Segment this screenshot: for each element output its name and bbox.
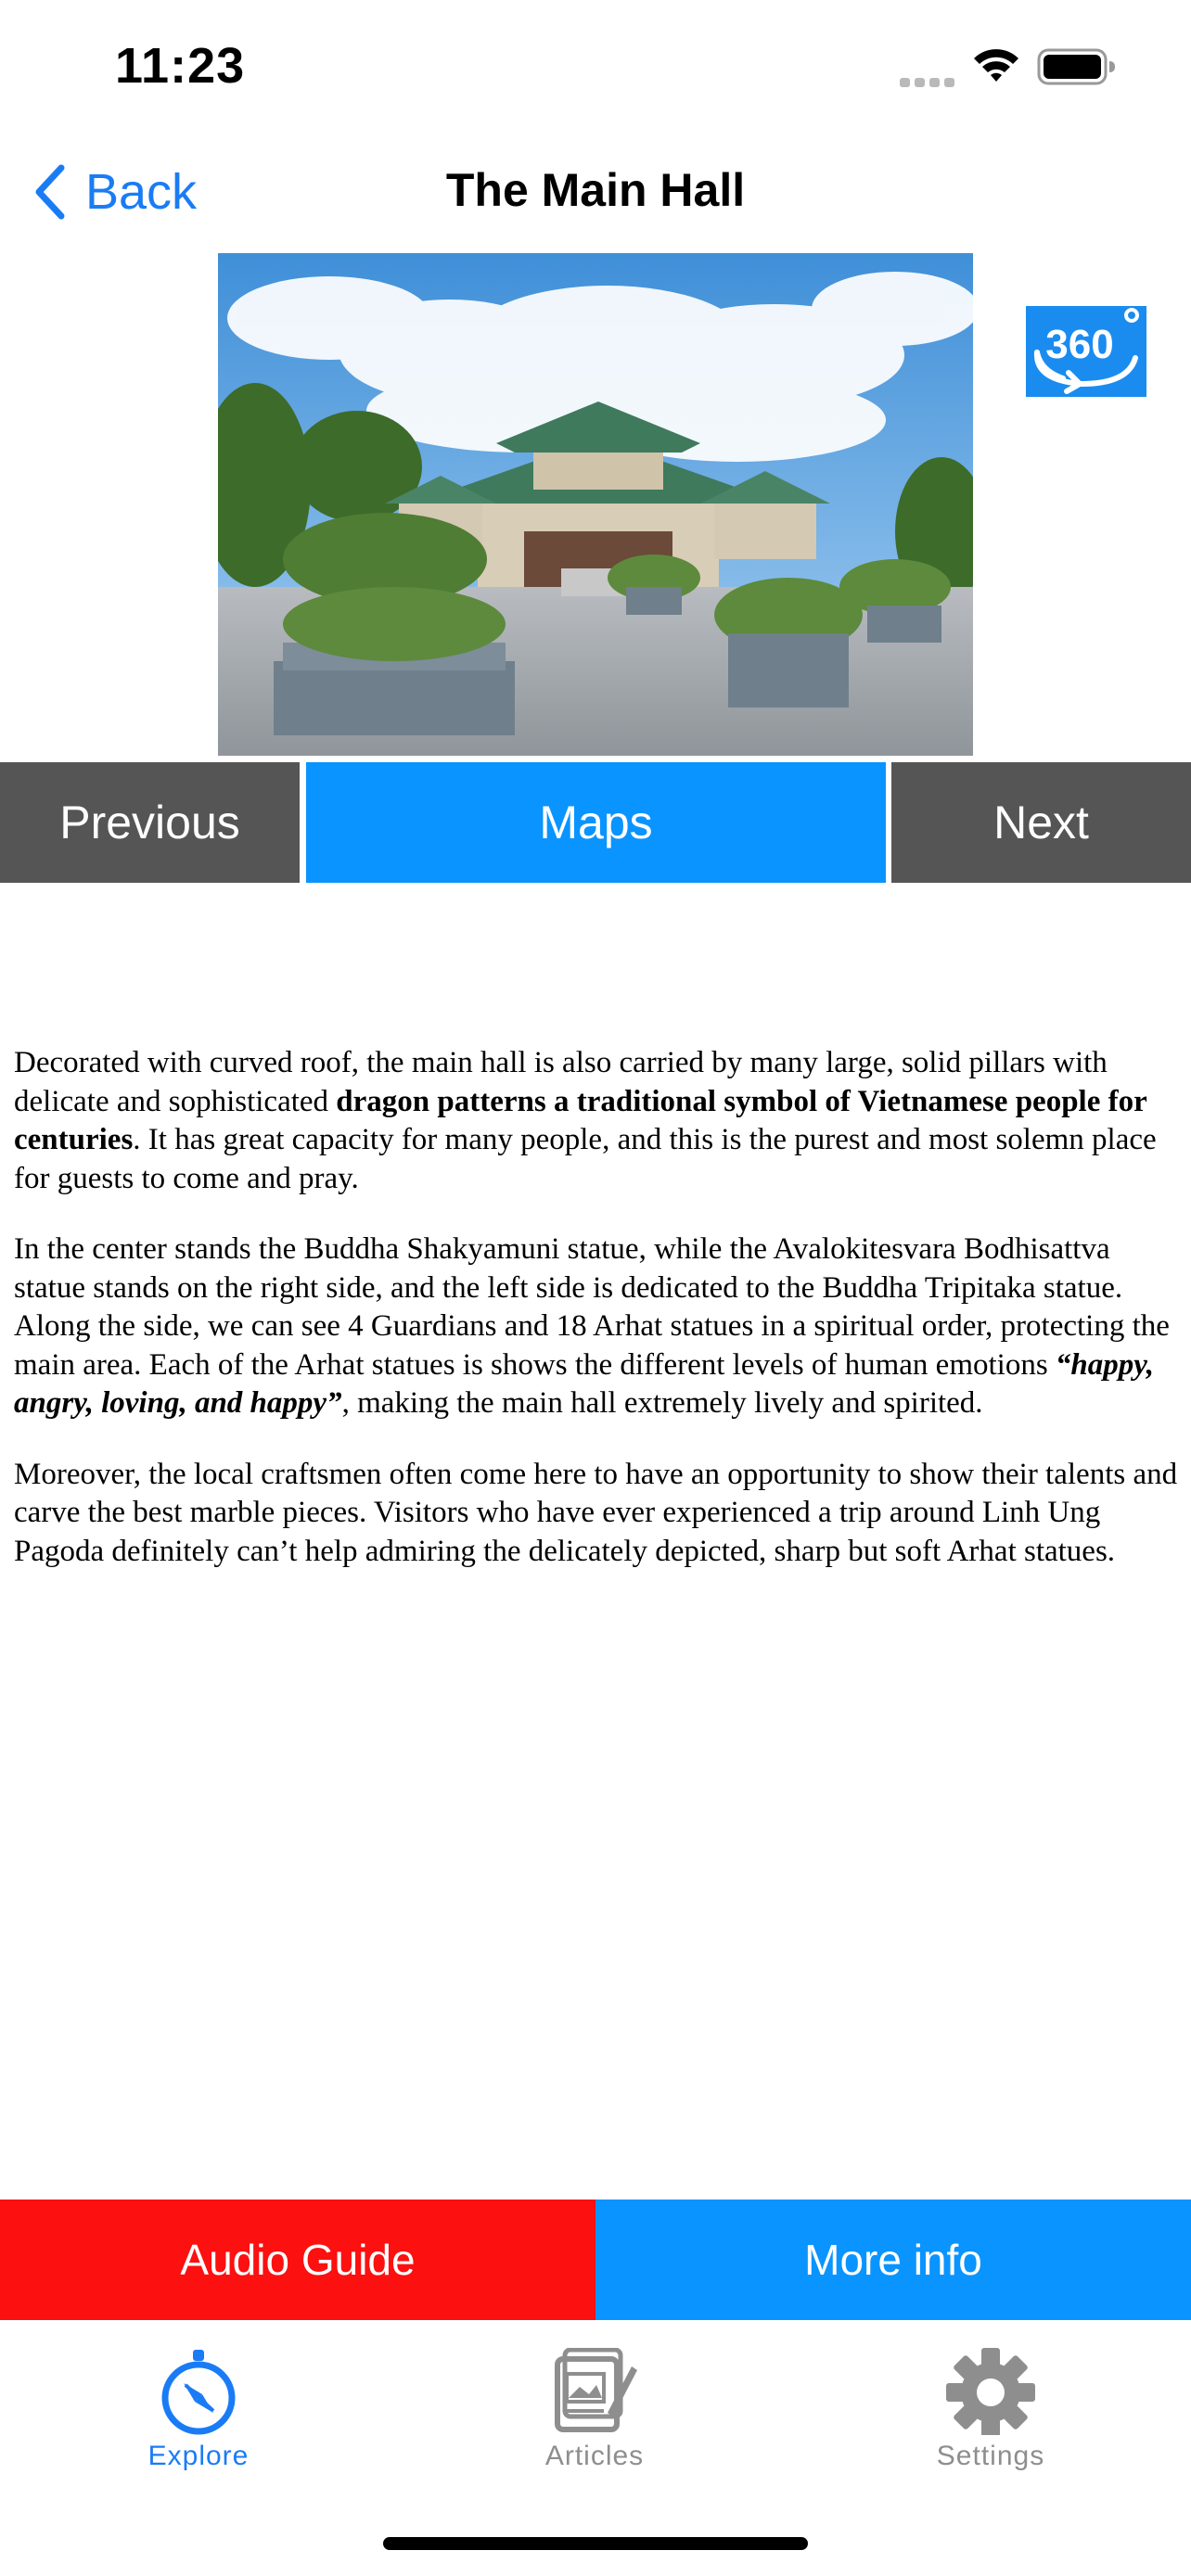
tab-explore[interactable] [78,2348,319,2472]
tab-settings-label: Settings [936,2441,1045,2471]
vr-360-label: 360 [1045,322,1114,367]
next-button[interactable]: Next [891,762,1191,883]
article-emphasis: dragon patterns a traditional symbol of Vietnamese people for centuries [14,1084,1147,1156]
battery-icon [1037,48,1117,85]
hero-image [218,253,973,756]
page-title: The Main Hall [445,164,746,216]
tab-explore-label: Explore [147,2441,250,2471]
cellular-signal-icon [900,74,957,87]
tab-articles-label: Articles [544,2441,645,2471]
more-info-button[interactable]: More info [596,2200,1191,2320]
status-time: 11:23 [115,38,246,94]
articles-icon [550,2348,639,2435]
gear-icon [944,2348,1037,2435]
view-360-button[interactable] [1026,306,1146,397]
back-label: Back [85,164,198,220]
vr-360-icon [1026,306,1146,397]
article-body [14,1044,1179,1603]
article-text: Decorated with curved roof, the main hall is also carried by many large, solid pillars with delicate and sophisticated [14,1046,1108,1118]
compass-icon [160,2348,237,2435]
wifi-icon [972,46,1020,83]
article-paragraph-2 [14,1231,1179,1423]
home-indicator [383,2537,808,2550]
tab-settings[interactable] [870,2348,1111,2472]
tab-articles[interactable] [474,2348,715,2472]
article-text: . It has great capacity for many people, and this is the purest and most solemn place for guests to come and pray. [14,1123,1157,1195]
article-paragraph-3: Moreover, the local craftsmen often come here to have an opportunity to show their talents and carve the best marble pieces. Visitors who have ever experienced a trip around Linh Ung Pagoda definitely can’t help admiring the delicately depicted, sharp but soft Arhat statues. [14,1457,1178,1568]
audio-guide-button[interactable]: Audio Guide [0,2200,596,2320]
article-text: In the center stands the Buddha Shakyamuni statue, while the Avalokitesvara Bodhisattva statue stands on the right side, and the left side is dedicated to the Buddha Tripitaka statue. Along the side, we can see 4 Guardians and 18 Arhat statues in a spiritual order, protecting the main area. Each of the Arhat statues is shows the different levels of human emotions [14,1232,1170,1382]
article-quote: “happy, angry, loving, and happy” [14,1347,1154,1420]
previous-button[interactable]: Previous [0,762,300,883]
maps-button[interactable]: Maps [306,762,886,883]
article-text: , making the main hall extremely lively and spirited. [341,1386,983,1420]
article-paragraph-1 [14,1044,1179,1198]
